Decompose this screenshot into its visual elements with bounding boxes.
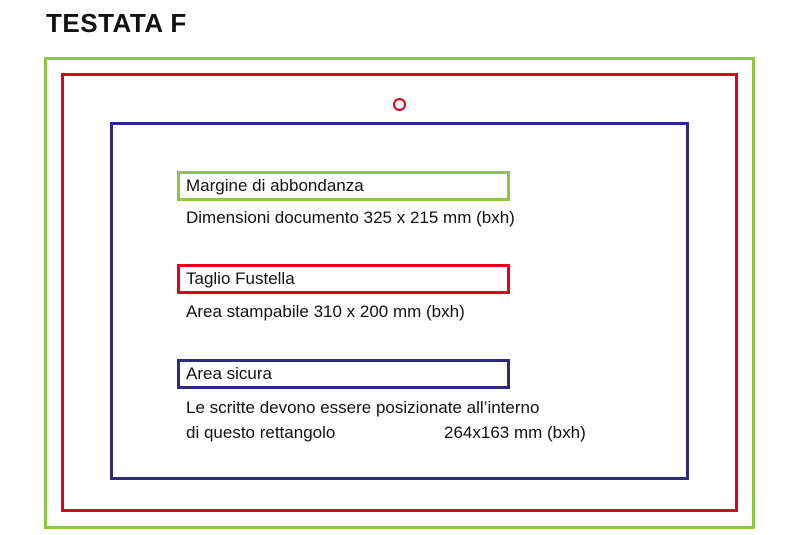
legend-description-cut: Area stampabile 310 x 200 mm (bxh) [186,302,465,321]
legend-description-safe-line2: di questo rettangolo [186,423,336,442]
legend-label-safe: Area sicura [177,359,510,389]
legend-description-bleed: Dimensioni documento 325 x 215 mm (bxh) [186,208,515,227]
page-title: TESTATA F [46,8,187,38]
legend-label-bleed: Margine di abbondanza [177,171,510,201]
hanging-hole-icon [393,98,406,111]
legend-description-safe-line1: Le scritte devono essere posizionate all’interno [186,398,540,417]
legend-label-cut: Taglio Fustella [177,264,510,294]
legend-safe-size: 264x163 mm (bxh) [444,423,586,442]
